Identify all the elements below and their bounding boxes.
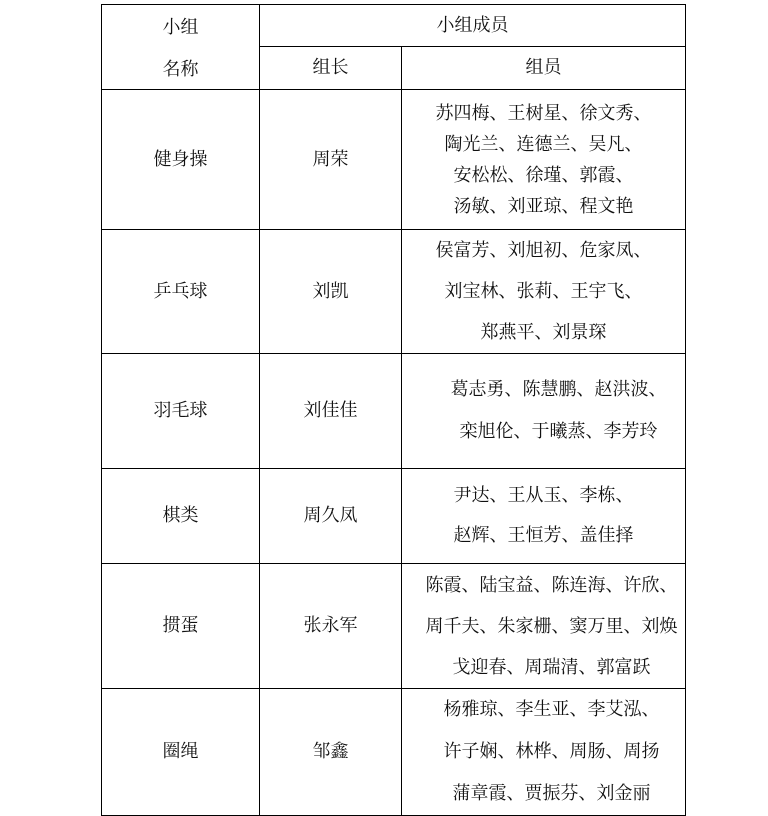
group-members-table: [101, 4, 686, 816]
group-name-cell: 掼蛋: [102, 564, 260, 689]
leader-header-cell: 组长: [260, 47, 402, 90]
group-name-header-line2: 名称: [162, 59, 199, 80]
table-row: [102, 564, 686, 689]
member-line: 尹达、王从玉、李栋、: [453, 485, 634, 506]
group-name-header-cell: [102, 5, 260, 90]
group-name-cell: 羽毛球: [102, 354, 260, 469]
leader-cell: 邹鑫: [260, 689, 402, 816]
member-line: 葛志勇、陈慧鹏、赵洪波、: [450, 379, 667, 400]
header-row-1: [102, 5, 686, 47]
table-row: [102, 354, 686, 469]
member-line: 栾旭伦、于曦蒸、李芳玲: [459, 421, 658, 442]
leader-cell: 周久凤: [260, 469, 402, 564]
leader-cell: 周荣: [260, 90, 402, 230]
group-name-cell: 圈绳: [102, 689, 260, 816]
member-line: 陶光兰、连德兰、吴凡、: [444, 133, 643, 155]
members-cell: [402, 230, 686, 354]
group-name-cell: 棋类: [102, 469, 260, 564]
member-line: 许子娴、林桦、周肠、周扬: [443, 741, 660, 762]
members-cell: [402, 90, 686, 230]
member-line: 戈迎春、周瑞清、郭富跃: [452, 656, 651, 678]
member-header-cell: 组员: [402, 47, 686, 90]
member-line: 蒲章霞、贾振芬、刘金丽: [452, 783, 651, 804]
member-line: 郑燕平、刘景琛: [480, 322, 607, 343]
group-name-cell: 乒乓球: [102, 230, 260, 354]
member-line: 汤敏、刘亚琼、程文艳: [453, 195, 634, 217]
group-name-cell: 健身操: [102, 90, 260, 230]
leader-cell: 刘佳佳: [260, 354, 402, 469]
members-cell: [402, 354, 686, 469]
member-line: 周千夫、朱家栅、窦万里、刘焕: [425, 615, 678, 637]
group-name-header-line1: 小组: [162, 17, 199, 38]
members-cell: [402, 689, 686, 816]
member-line: 刘宝林、张莉、王宇飞、: [444, 281, 643, 302]
leader-cell: 刘凯: [260, 230, 402, 354]
member-line: 杨雅琼、李生亚、李艾泓、: [443, 699, 660, 720]
member-line: 侯富芳、刘旭初、危家凤、: [435, 240, 652, 261]
member-line: 陈霞、陆宝益、陈连海、许欣、: [425, 574, 678, 596]
member-line: 赵辉、王恒芳、盖佳择: [453, 525, 634, 546]
members-cell: [402, 469, 686, 564]
member-line: 苏四梅、王树星、徐文秀、: [435, 102, 652, 124]
table-row: [102, 469, 686, 564]
table-row: [102, 90, 686, 230]
table-row: [102, 230, 686, 354]
members-header-cell: 小组成员: [260, 5, 686, 47]
leader-cell: 张永军: [260, 564, 402, 689]
member-line: 安松松、徐瑾、郭霞、: [453, 164, 634, 186]
table-row: [102, 689, 686, 816]
members-cell: [402, 564, 686, 689]
